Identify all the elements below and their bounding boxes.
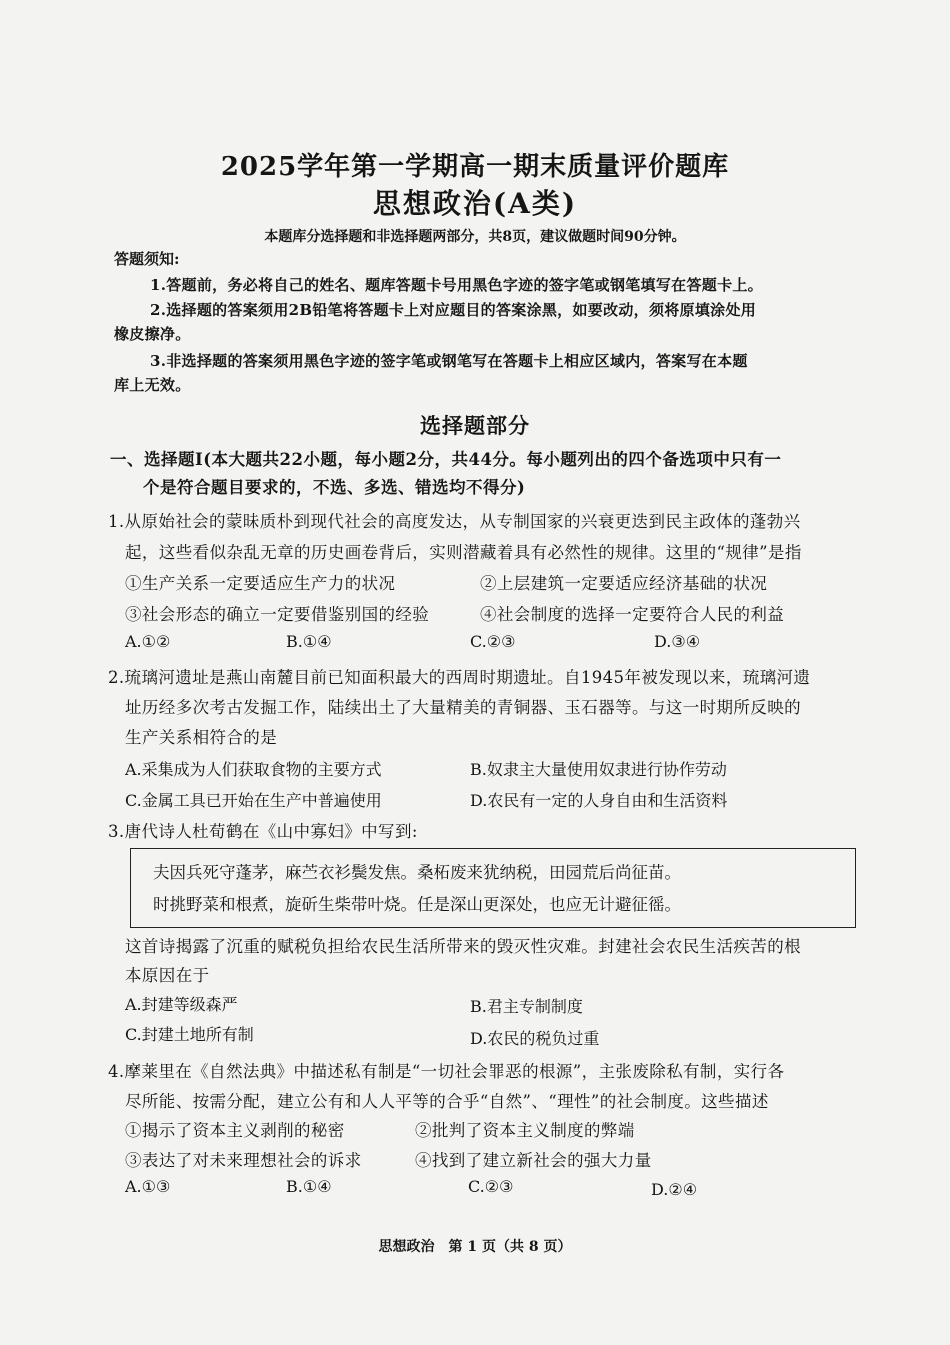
exam-intro: 本题库分选择题和非选择题两部分，共8页，建议做题时间90分钟。 (264, 229, 686, 245)
q1-option-c: C.②③ (470, 632, 516, 651)
q1-option-a: A.①② (125, 632, 171, 651)
q4-statement-4: ④找到了建立新社会的强大力量 (415, 1151, 652, 1170)
section-title: 选择题部分 (420, 413, 530, 438)
q1-option-b: B.①④ (286, 632, 332, 651)
note-2-line2: 橡皮擦净。 (114, 325, 191, 343)
poem-box (130, 848, 856, 928)
q4-option-d: D.②④ (651, 1180, 698, 1199)
notes-heading: 答题须知: (114, 250, 180, 268)
page-footer: 思想政治 第 1 页（共 8 页） (378, 1239, 572, 1255)
q3-option-a: A.封建等级森严 (125, 995, 238, 1014)
poem-line-1: 夫因兵死守蓬茅，麻苎衣衫鬓发焦。桑柘废来犹纳税，田园荒后尚征苗。 (153, 863, 681, 882)
q4-statement-1: ①揭示了资本主义剥削的秘密 (125, 1121, 345, 1140)
q1-statement-4: ④社会制度的选择一定要符合人民的利益 (480, 605, 785, 624)
q4-option-c: C.②③ (468, 1177, 514, 1196)
poem-line-2: 时挑野菜和根煮，旋斫生柴带叶烧。任是深山更深处，也应无计避征徭。 (153, 895, 681, 914)
q1-stem-line1: 1.从原始社会的蒙昧质朴到现代社会的高度发达，从专制国家的兴衰更迭到民主政体的蓬勃兴 (108, 512, 801, 531)
q4-stem-line2: 尽所能、按需分配，建立公有和人人平等的合乎“自然”、“理性”的社会制度。这些描述 (125, 1092, 769, 1111)
q3-option-c: C.封建土地所有制 (125, 1025, 254, 1044)
q2-stem-line2: 址历经多次考古发掘工作，陆续出土了大量精美的青铜器、玉石器等。与这一时期所反映的 (125, 698, 801, 717)
note-1: 1.答题前，务必将自己的姓名、题库答题卡号用黑色字迹的签字笔或钢笔填写在答题卡上。 (150, 276, 763, 294)
note-3-line2: 库上无效。 (114, 376, 191, 394)
q4-option-a: A.①③ (125, 1177, 171, 1196)
q2-option-d: D.农民有一定的人身自由和生活资料 (470, 791, 728, 810)
q3-option-d: D.农民的税负过重 (470, 1029, 600, 1048)
q2-stem-line3: 生产关系相符合的是 (125, 728, 278, 747)
q4-statement-2: ②批判了资本主义制度的弊端 (415, 1121, 635, 1140)
q1-option-d: D.③④ (654, 632, 701, 651)
q1-statement-1: ①生产关系一定要适应生产力的状况 (125, 574, 396, 593)
q4-stem-line1: 4.摩莱里在《自然法典》中描述私有制是“一切社会罪恶的根源”，主张废除私有制，实行各 (108, 1062, 785, 1081)
q4-statement-3: ③表达了对未来理想社会的诉求 (125, 1151, 362, 1170)
q3-option-b: B.君主专制制度 (470, 997, 583, 1016)
q2-option-a: A.采集成为人们获取食物的主要方式 (125, 760, 382, 779)
note-2-line1: 2.选择题的答案须用2B铅笔将答题卡上对应题目的答案涂黑，如要改动，须将原填涂处用 (150, 301, 757, 319)
exam-title: 2025学年第一学期高一期末质量评价题库 (220, 152, 730, 182)
q3-after-line2: 本原因在于 (125, 966, 210, 985)
subject-title: 思想政治(A类) (372, 187, 578, 220)
note-3-line1: 3.非选择题的答案须用黑色字迹的签字笔或钢笔写在答题卡上相应区域内，答案写在本题 (150, 352, 748, 370)
q2-option-c: C.金属工具已开始在生产中普遍使用 (125, 791, 382, 810)
q1-stem-line2: 起，这些看似杂乱无章的历史画卷背后，实则潜藏着具有必然性的规律。这里的“规律”是指 (125, 543, 802, 562)
q2-option-b: B.奴隶主大量使用奴隶进行协作劳动 (470, 760, 727, 779)
q1-statement-2: ②上层建筑一定要适应经济基础的状况 (480, 574, 768, 593)
q2-stem-line1: 2.琉璃河遗址是燕山南麓目前已知面积最大的西周时期遗址。自1945年被发现以来，琉璃河遗 (108, 668, 811, 687)
part-instructions-line2: 个是符合题目要求的，不选、多选、错选均不得分) (143, 478, 526, 497)
q4-option-b: B.①④ (286, 1177, 332, 1196)
q3-after-line1: 这首诗揭露了沉重的赋税负担给农民生活所带来的毁灭性灾难。封建社会农民生活疾苦的根 (125, 937, 801, 956)
part-instructions-line1: 一、选择题Ⅰ(本大题共22小题，每小题2分，共44分。每小题列出的四个备选项中只有一 (110, 450, 782, 469)
q1-statement-3: ③社会形态的确立一定要借鉴别国的经验 (125, 605, 430, 624)
q3-stem: 3.唐代诗人杜荀鹤在《山中寡妇》中写到: (108, 822, 418, 841)
